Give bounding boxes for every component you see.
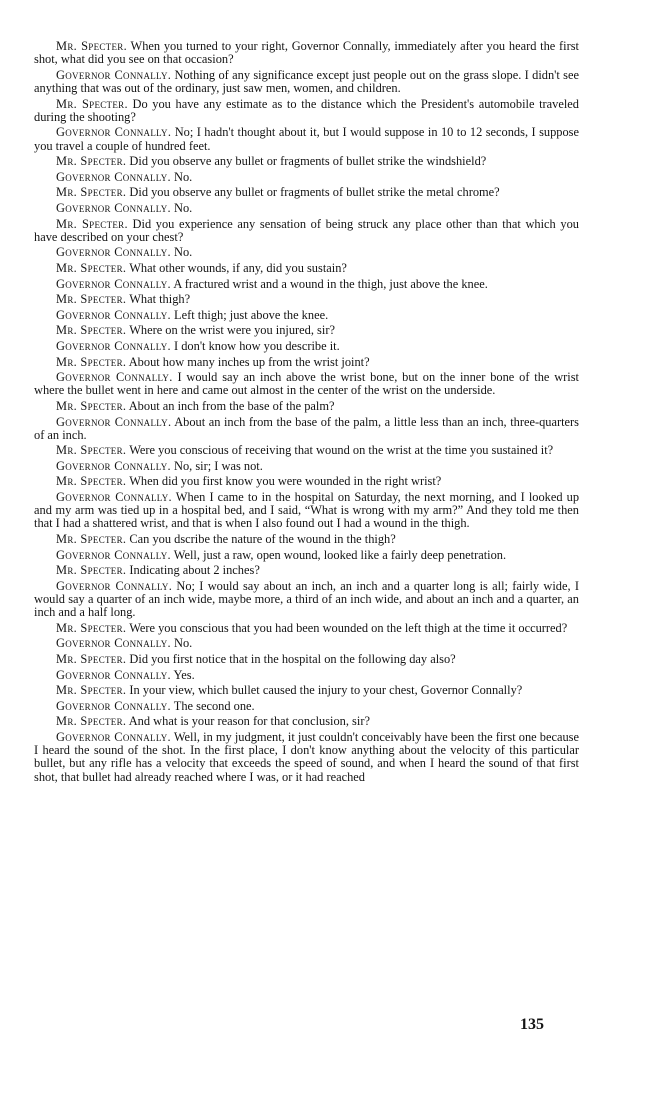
speaker-name: Mr. Specter. <box>56 714 127 729</box>
speaker-name: Governor Connally. <box>56 200 171 215</box>
speaker-name: Mr. Specter. <box>56 354 127 369</box>
speaker-name: Mr. Specter. <box>56 443 127 458</box>
speech-text: Can you dscribe the nature of the wound in the thigh? <box>129 532 396 547</box>
page-number: 135 <box>520 1016 544 1033</box>
speech-text: The second one. <box>173 698 255 713</box>
testimony-transcript <box>34 40 579 784</box>
speech-text: Did you observe any bullet or fragments of bullet strike the windshield? <box>129 154 487 169</box>
speech-text: Well, in my judgment, it just couldn't conceivably have been the first one because I heard the sound of the shot. In the first place, I don't know anything about the velocity of this particular bullet, but any rifle has a velocity that exceeds the speed of sound, and when I heard the sound of that first shot, that bullet had already reached where I was, or it had reached <box>34 730 580 784</box>
testimony-paragraph <box>34 324 579 337</box>
testimony-paragraph <box>34 444 579 457</box>
speaker-name: Governor Connally. <box>56 125 172 140</box>
speech-text: Left thigh; just above the knee. <box>174 307 329 322</box>
speaker-name: Governor Connally. <box>56 636 171 651</box>
speech-text: Yes. <box>173 667 195 682</box>
speech-text: When you turned to your right, Governor Connally, immediately after you heard the first shot, what did you see on that occasion? <box>34 39 579 67</box>
testimony-paragraph <box>34 186 579 199</box>
speech-text: No, sir; I was not. <box>174 458 263 473</box>
testimony-paragraph <box>34 69 579 95</box>
speaker-name: Mr. Specter. <box>56 39 127 53</box>
speaker-name: Mr. Specter. <box>56 323 127 338</box>
speaker-name: Mr. Specter. <box>56 260 127 275</box>
speaker-name: Mr. Specter. <box>56 683 127 698</box>
speaker-name: Governor Connally. <box>56 698 171 713</box>
testimony-paragraph <box>34 155 579 168</box>
speech-text: Indicating about 2 inches? <box>129 563 260 578</box>
speaker-name: Governor Connally. <box>56 307 171 322</box>
speech-text: Nothing of any significance except just people out on the grass slope. I didn't see anything that was out of the ordinary, just saw men, women, and children. <box>34 67 579 95</box>
testimony-paragraph <box>34 293 579 306</box>
testimony-paragraph <box>34 218 579 244</box>
speech-text: About an inch from the base of the palm? <box>128 398 335 413</box>
testimony-paragraph <box>34 637 579 650</box>
speaker-name: Mr. Specter. <box>56 154 127 169</box>
speech-text: Did you first notice that in the hospital on the following day also? <box>129 652 456 667</box>
testimony-paragraph <box>34 700 579 713</box>
speaker-name: Mr. Specter. <box>56 185 127 200</box>
testimony-paragraph <box>34 475 579 488</box>
speech-text: Were you conscious of receiving that wound on the wrist at the time you sustained it? <box>129 443 554 458</box>
testimony-paragraph <box>34 715 579 728</box>
speaker-name: Governor Connally. <box>56 338 171 353</box>
speech-text: Did you experience any sensation of being struck any place other than that which you have described on your chest? <box>34 216 579 244</box>
speech-text: And what is your reason for that conclusion, sir? <box>128 714 370 729</box>
testimony-paragraph <box>34 278 579 291</box>
testimony-paragraph <box>34 533 579 546</box>
speech-text: No; I would say about an inch, an inch and a quarter long is all; fairly wide, I would say a quarter of an inch wide, maybe more, a third of an inch wide, and about an inch and a quarter, an inch and a half long. <box>34 578 579 620</box>
testimony-paragraph <box>34 98 579 124</box>
speaker-name: Mr. Specter. <box>56 216 128 231</box>
speaker-name: Governor Connally. <box>56 547 171 562</box>
speech-text: Where on the wrist were you injured, sir? <box>129 323 335 338</box>
testimony-paragraph <box>34 171 579 184</box>
speech-text: Did you observe any bullet or fragments of bullet strike the metal chrome? <box>129 185 500 200</box>
testimony-paragraph <box>34 549 579 562</box>
testimony-paragraph <box>34 202 579 215</box>
speaker-name: Mr. Specter. <box>56 292 127 307</box>
speech-text: No. <box>174 169 193 184</box>
speech-text: About an inch from the base of the palm, a little less than an inch, three-quarters of an inch. <box>34 414 579 442</box>
speech-text: Do you have any estimate as to the distance which the President's automobile traveled during the shooting? <box>34 96 579 124</box>
speaker-name: Mr. Specter. <box>56 96 128 111</box>
speaker-name: Governor Connally. <box>56 169 171 184</box>
testimony-paragraph <box>34 491 579 531</box>
speech-text: No. <box>174 245 193 260</box>
speech-text: No; I hadn't thought about it, but I would suppose in 10 to 12 seconds, I suppose you travel a couple of hundred feet. <box>34 125 579 153</box>
speaker-name: Governor Connally. <box>56 67 172 82</box>
speaker-name: Mr. Specter. <box>56 620 127 635</box>
speaker-name: Governor Connally. <box>56 370 173 385</box>
testimony-paragraph <box>34 684 579 697</box>
speaker-name: Governor Connally. <box>56 730 171 745</box>
speech-text: I don't know how you describe it. <box>174 338 340 353</box>
testimony-paragraph <box>34 669 579 682</box>
speech-text: What thigh? <box>129 292 191 307</box>
transcript-page <box>34 40 579 786</box>
testimony-paragraph <box>34 460 579 473</box>
testimony-paragraph <box>34 262 579 275</box>
testimony-paragraph <box>34 653 579 666</box>
testimony-paragraph <box>34 400 579 413</box>
speaker-name: Governor Connally. <box>56 276 171 291</box>
speaker-name: Mr. Specter. <box>56 532 127 547</box>
testimony-paragraph <box>34 340 579 353</box>
testimony-paragraph <box>34 126 579 152</box>
testimony-paragraph <box>34 580 579 620</box>
speaker-name: Mr. Specter. <box>56 474 127 489</box>
speaker-name: Mr. Specter. <box>56 652 127 667</box>
testimony-paragraph <box>34 371 579 397</box>
speech-text: In your view, which bullet caused the injury to your chest, Governor Connally? <box>129 683 523 698</box>
testimony-paragraph <box>34 564 579 577</box>
speaker-name: Governor Connally. <box>56 667 171 682</box>
speech-text: A fractured wrist and a wound in the thigh, just above the knee. <box>173 276 488 291</box>
speech-text: No. <box>174 636 193 651</box>
testimony-paragraph <box>34 246 579 259</box>
speech-text: When I came to in the hospital on Saturday, the next morning, and I looked up and my arm was tied up in a hospital bed, and I said, “What is wrong with my arm?” And they told me then that I had a shattered wrist, and that is when I also found out I had a wound in the thigh. <box>34 490 580 531</box>
speech-text: When did you first know you were wounded in the right wrist? <box>129 474 442 489</box>
speaker-name: Governor Connally. <box>56 245 171 260</box>
speech-text: Were you conscious that you had been wounded on the left thigh at the time it occurred? <box>129 620 568 635</box>
testimony-paragraph <box>34 416 579 442</box>
speaker-name: Governor Connally. <box>56 578 173 593</box>
speech-text: About how many inches up from the wrist joint? <box>128 354 370 369</box>
testimony-paragraph <box>34 40 579 66</box>
speaker-name: Governor Connally. <box>56 490 172 505</box>
speaker-name: Governor Connally. <box>56 414 172 429</box>
speech-text: What other wounds, if any, did you sustain? <box>129 260 347 275</box>
speech-text: I would say an inch above the wrist bone, but on the inner bone of the wrist where the bullet went in here and came out almost in the center of the wrist on the underside. <box>34 370 579 398</box>
testimony-paragraph <box>34 356 579 369</box>
testimony-paragraph <box>34 309 579 322</box>
speaker-name: Governor Connally. <box>56 458 171 473</box>
speaker-name: Mr. Specter. <box>56 398 127 413</box>
testimony-paragraph <box>34 622 579 635</box>
speech-text: No. <box>174 200 193 215</box>
speech-text: Well, just a raw, open wound, looked like a fairly deep penetration. <box>173 547 507 562</box>
testimony-paragraph <box>34 731 579 784</box>
speaker-name: Mr. Specter. <box>56 563 127 578</box>
